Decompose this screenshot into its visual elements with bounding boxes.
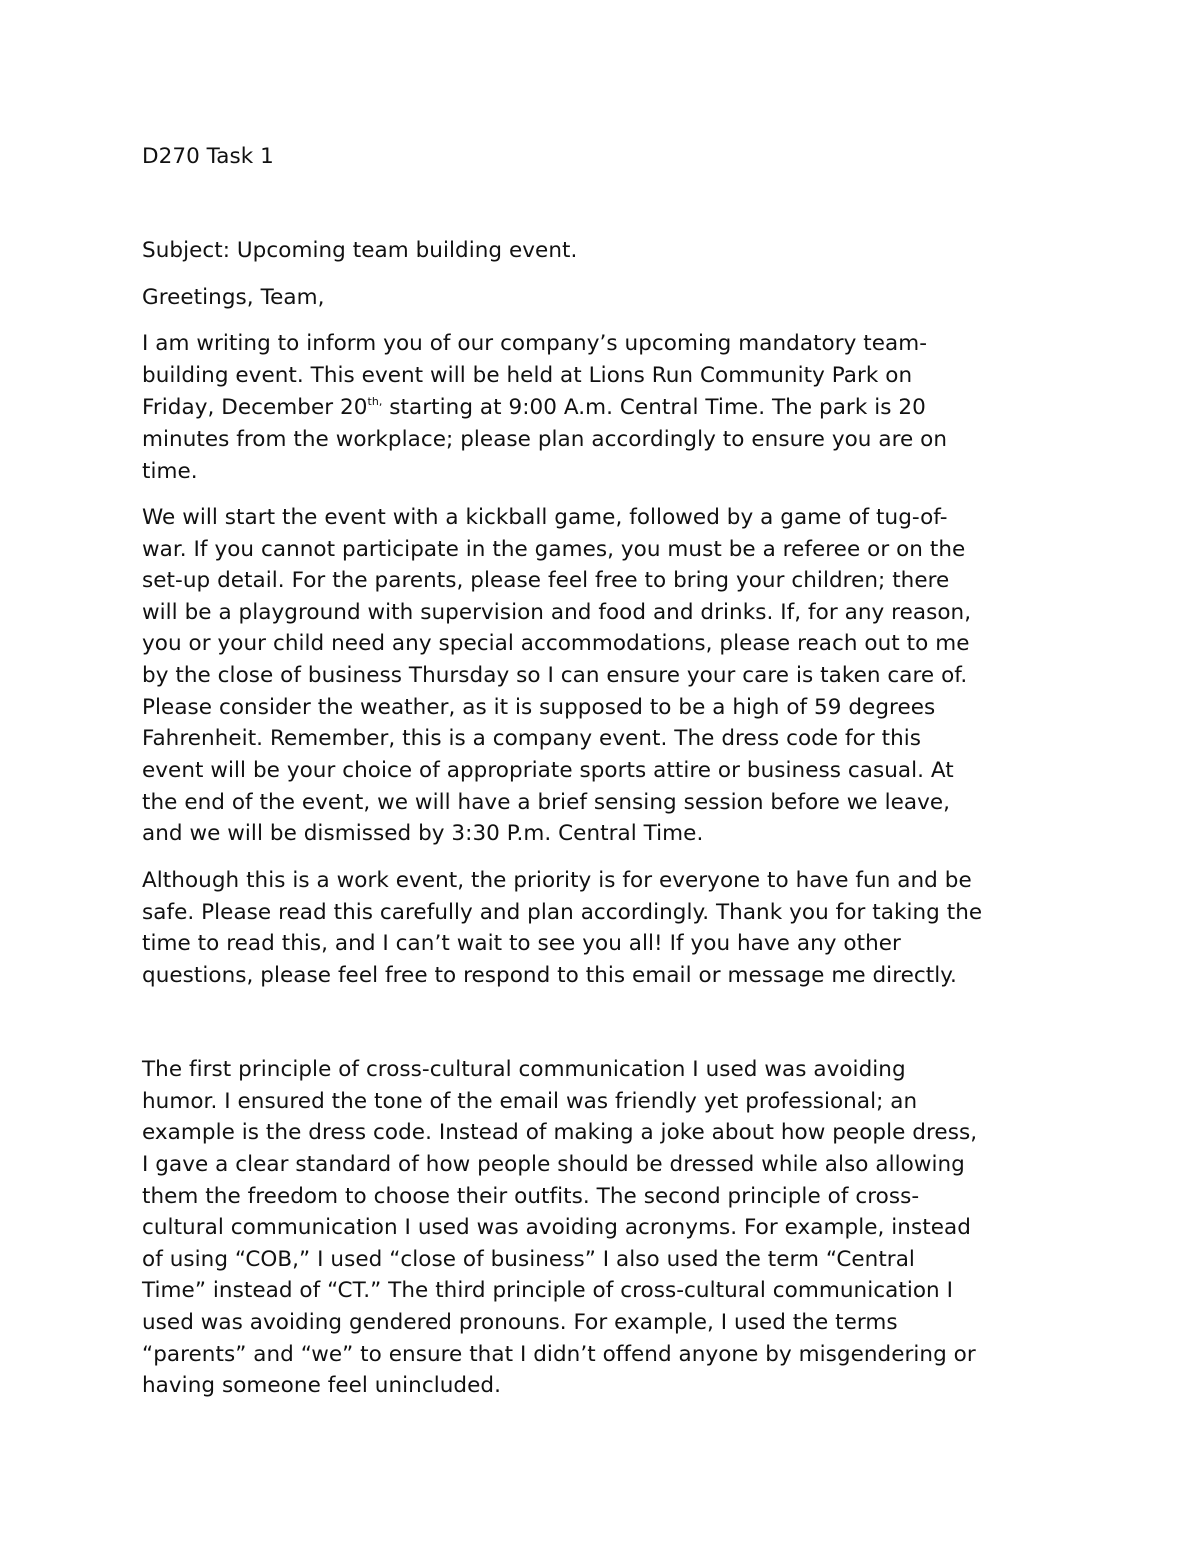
text-line	[142, 392, 926, 424]
text-line: used was avoiding gendered pronouns. For example, I used the terms	[142, 1310, 898, 1335]
ordinal-suffix: th,	[367, 395, 383, 408]
text-line: Time” instead of “CT.” The third principle of cross-cultural communication I	[142, 1278, 953, 1303]
text-line: We will start the event with a kickball game, followed by a game of tug-of-	[142, 505, 948, 530]
text-line: will be a playground with supervision and food and drinks. If, for any reason,	[142, 600, 972, 625]
text-line: humor. I ensured the tone of the email was friendly yet professional; an	[142, 1089, 918, 1114]
text-line: by the close of business Thursday so I can ensure your care is taken care of.	[142, 663, 968, 688]
text-line: Fahrenheit. Remember, this is a company event. The dress code for this	[142, 726, 922, 751]
text-line: example is the dress code. Instead of making a joke about how people dress,	[142, 1120, 978, 1145]
text-line: cultural communication I used was avoiding acronyms. For example, instead	[142, 1215, 971, 1240]
text-line: Please consider the weather, as it is supposed to be a high of 59 degrees	[142, 695, 936, 720]
document-title: D270 Task 1	[142, 144, 274, 169]
text-line: and we will be dismissed by 3:30 P.m. Central Time.	[142, 821, 704, 846]
text-line: I am writing to inform you of our company’s upcoming mandatory team-	[142, 331, 928, 356]
text-line: minutes from the workplace; please plan accordingly to ensure you are on	[142, 427, 948, 452]
text-line: event will be your choice of appropriate sports attire or business casual. At	[142, 758, 954, 783]
text-span: Friday, December 20	[142, 395, 368, 420]
text-line: building event. This event will be held at Lions Run Community Park on	[142, 363, 913, 388]
text-line: having someone feel unincluded.	[142, 1373, 501, 1398]
email-subject: Subject: Upcoming team building event.	[142, 238, 578, 263]
text-line: you or your child need any special accommodations, please reach out to me	[142, 631, 970, 656]
text-line: them the freedom to choose their outfits. The second principle of cross-	[142, 1184, 920, 1209]
text-line: I gave a clear standard of how people should be dressed while also allowing	[142, 1152, 965, 1177]
text-line: war. If you cannot participate in the games, you must be a referee or on the	[142, 537, 966, 562]
text-line: Although this is a work event, the priority is for everyone to have fun and be	[142, 868, 972, 893]
text-line: “parents” and “we” to ensure that I didn’t offend anyone by misgendering or	[142, 1342, 976, 1367]
text-line: The first principle of cross-cultural communication I used was avoiding	[142, 1057, 906, 1082]
text-span: starting at 9:00 A.m. Central Time. The park is 20	[382, 395, 926, 420]
text-line: of using “COB,” I used “close of business” I also used the term “Central	[142, 1247, 915, 1272]
text-line: safe. Please read this carefully and plan accordingly. Thank you for taking the	[142, 900, 983, 925]
text-line: the end of the event, we will have a brief sensing session before we leave,	[142, 790, 951, 815]
text-line: time to read this, and I can’t wait to see you all! If you have any other	[142, 931, 901, 956]
text-line: time.	[142, 459, 198, 484]
email-greeting: Greetings, Team,	[142, 285, 325, 310]
text-line: questions, please feel free to respond to this email or message me directly.	[142, 963, 957, 988]
text-line: set-up detail. For the parents, please feel free to bring your children; there	[142, 568, 950, 593]
